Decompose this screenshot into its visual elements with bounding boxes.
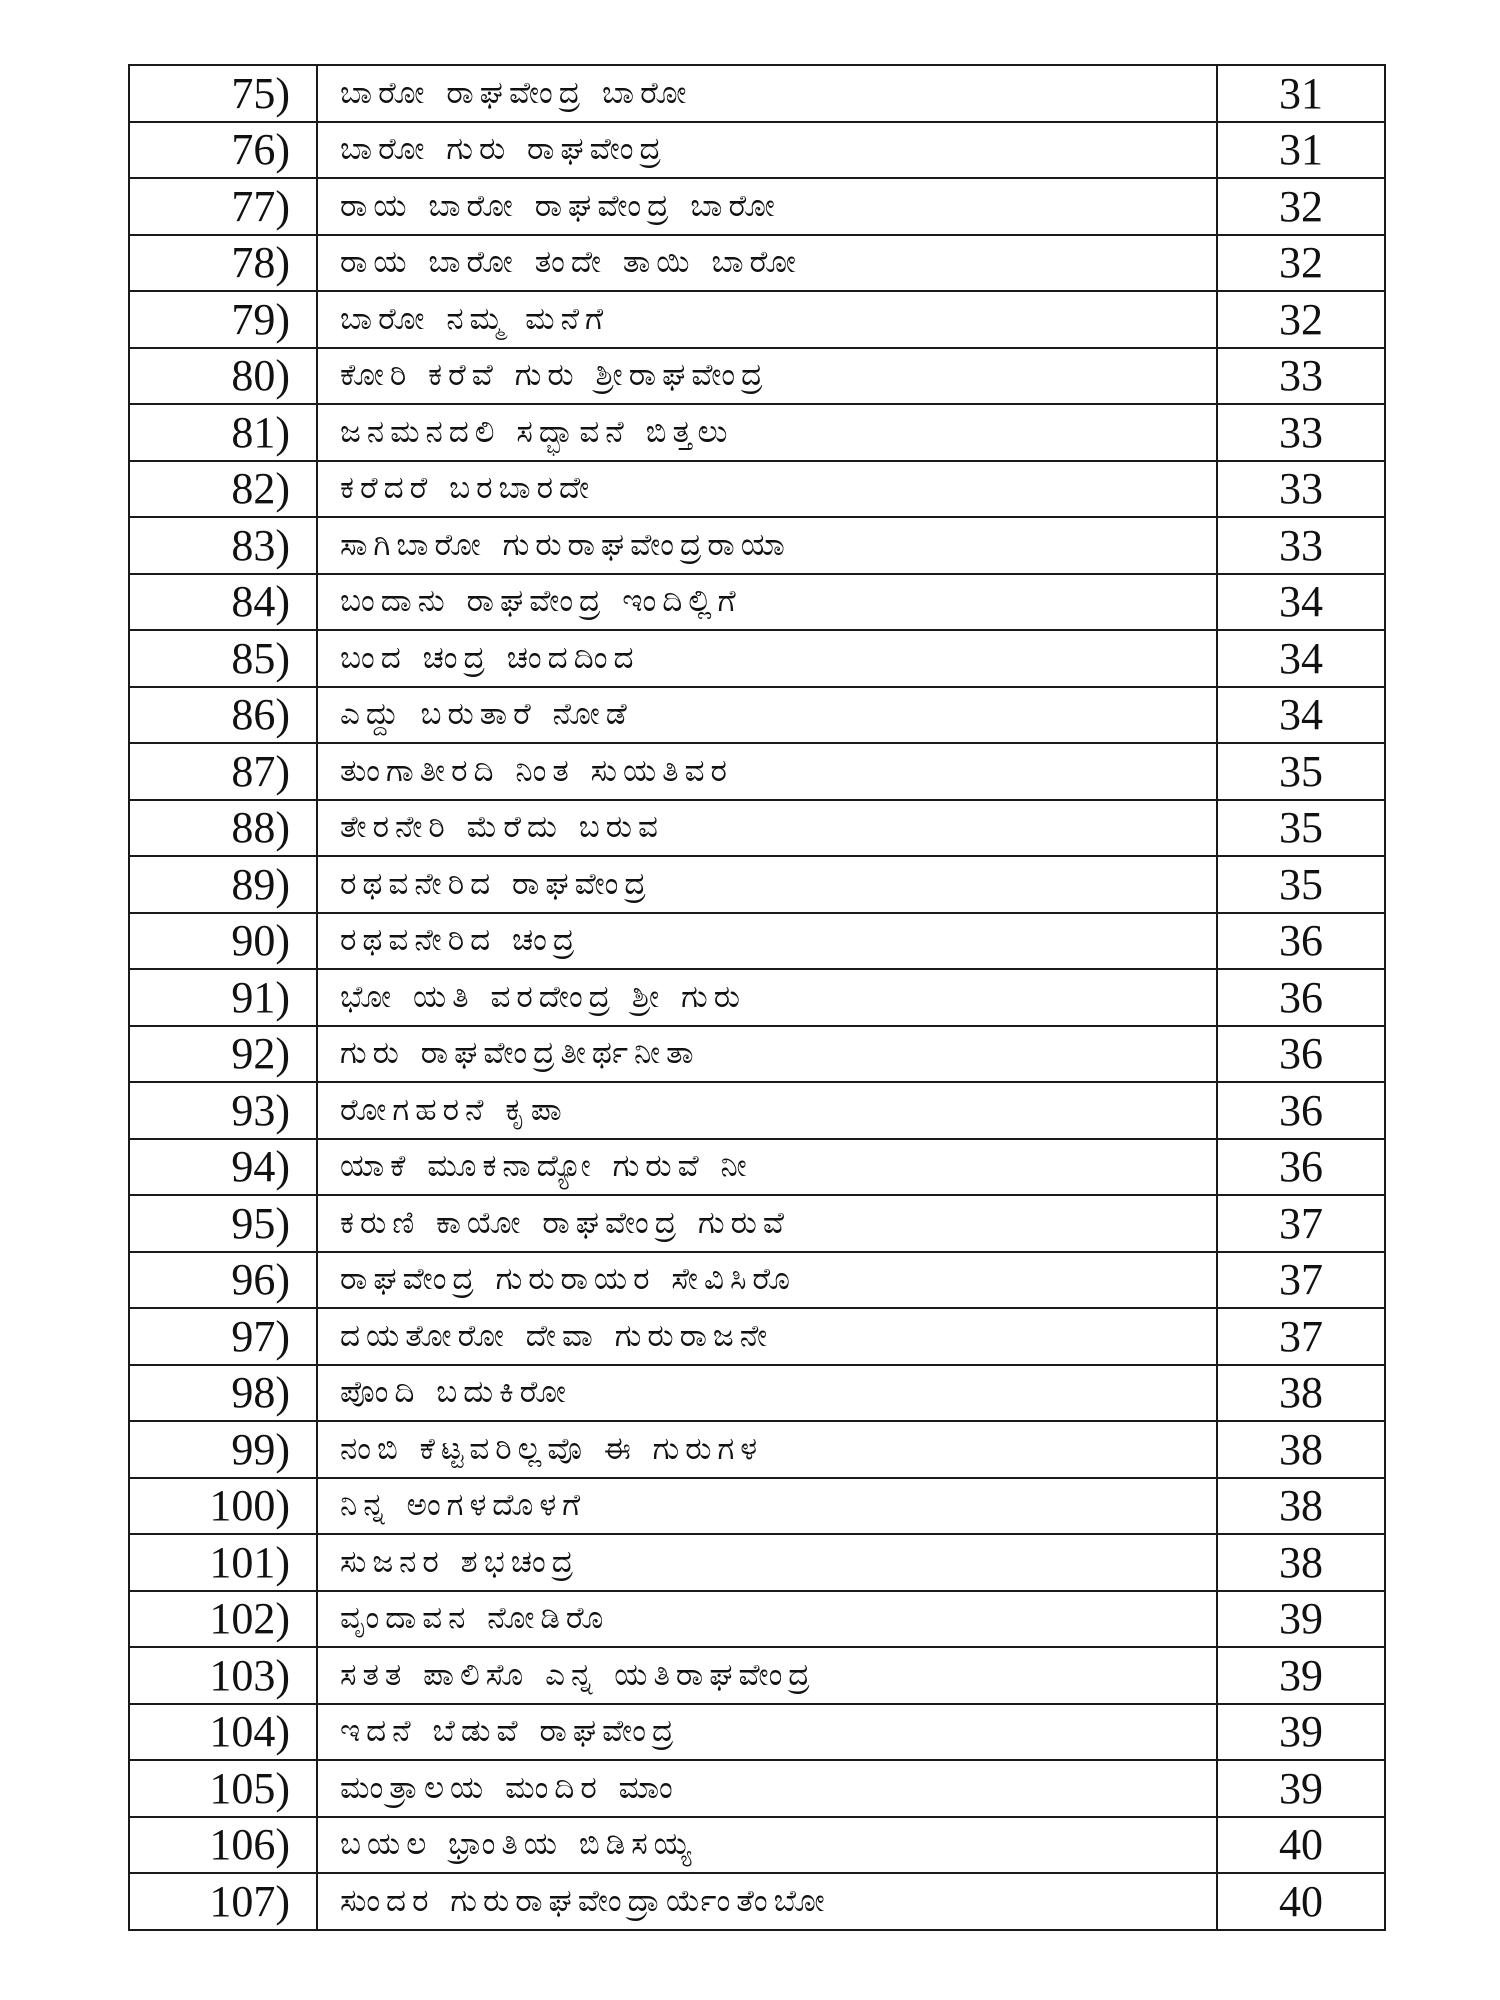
entry-number: 103) xyxy=(129,1647,317,1704)
entry-number: 77) xyxy=(129,178,317,235)
table-row xyxy=(129,461,1385,518)
entry-page-number: 36 xyxy=(1217,1139,1385,1196)
entry-number: 86) xyxy=(129,687,317,744)
table-row xyxy=(129,856,1385,913)
entry-number: 94) xyxy=(129,1139,317,1196)
table-row xyxy=(129,743,1385,800)
entry-number: 75) xyxy=(129,65,317,122)
table-row xyxy=(129,687,1385,744)
entry-page-number: 36 xyxy=(1217,969,1385,1026)
entry-page-number: 36 xyxy=(1217,1082,1385,1139)
table-row xyxy=(129,348,1385,405)
entry-page-number: 40 xyxy=(1217,1817,1385,1874)
entry-page-number: 33 xyxy=(1217,517,1385,574)
table-row xyxy=(129,235,1385,292)
entry-title: ಜನಮನದಲಿ ಸದ್ಭಾವನೆ ಬಿತ್ತಲು xyxy=(317,404,1217,461)
entry-number: 83) xyxy=(129,517,317,574)
table-row xyxy=(129,1817,1385,1874)
table-row xyxy=(129,1365,1385,1422)
entry-number: 101) xyxy=(129,1534,317,1591)
entry-number: 78) xyxy=(129,235,317,292)
entry-number: 85) xyxy=(129,630,317,687)
entry-title: ಕರೆದರೆ ಬರಬಾರದೇ xyxy=(317,461,1217,518)
entry-title: ಸುಂದರ ಗುರುರಾಘವೇಂದ್ರಾರ್ಯೆಂತೆಂಬೋ xyxy=(317,1873,1217,1930)
table-row xyxy=(129,1082,1385,1139)
table-row xyxy=(129,1647,1385,1704)
entry-page-number: 34 xyxy=(1217,687,1385,744)
table-row xyxy=(129,913,1385,970)
entry-page-number: 35 xyxy=(1217,800,1385,857)
entry-number: 100) xyxy=(129,1478,317,1535)
entry-title: ವೃಂದಾವನ ನೋಡಿರೊ xyxy=(317,1591,1217,1648)
entry-title: ಭೋ ಯತಿ ವರದೇಂದ್ರ ಶ್ರೀ ಗುರು xyxy=(317,969,1217,1026)
entry-title: ರಾಘವೇಂದ್ರ ಗುರುರಾಯರ ಸೇವಿಸಿರೊ xyxy=(317,1252,1217,1309)
entry-page-number: 35 xyxy=(1217,743,1385,800)
table-row xyxy=(129,1760,1385,1817)
entry-title: ಗುರು ರಾಘವೇಂದ್ರತೀರ್ಥನೀತಾ xyxy=(317,1026,1217,1083)
entry-title: ಎದ್ದು ಬರುತಾರೆ ನೋಡೆ xyxy=(317,687,1217,744)
entry-page-number: 35 xyxy=(1217,856,1385,913)
entry-page-number: 38 xyxy=(1217,1421,1385,1478)
entry-number: 99) xyxy=(129,1421,317,1478)
table-row xyxy=(129,1195,1385,1252)
entry-page-number: 37 xyxy=(1217,1252,1385,1309)
entry-title: ಯಾಕೆ ಮೂಕನಾದ್ಯೋ ಗುರುವೆ ನೀ xyxy=(317,1139,1217,1196)
table-row xyxy=(129,969,1385,1026)
entry-title: ಬಾರೋ ರಾಘವೇಂದ್ರ ಬಾರೋ xyxy=(317,65,1217,122)
entry-title: ಸತತ ಪಾಲಿಸೊ ಎನ್ನ ಯತಿರಾಘವೇಂದ್ರ xyxy=(317,1647,1217,1704)
entry-page-number: 39 xyxy=(1217,1704,1385,1761)
toc-body xyxy=(129,65,1385,1930)
table-row xyxy=(129,630,1385,687)
entry-page-number: 39 xyxy=(1217,1647,1385,1704)
table-row xyxy=(129,800,1385,857)
entry-page-number: 39 xyxy=(1217,1591,1385,1648)
table-row xyxy=(129,1308,1385,1365)
table-row xyxy=(129,1704,1385,1761)
table-row xyxy=(129,1534,1385,1591)
entry-title: ರಾಯ ಬಾರೋ ತಂದೇ ತಾಯಿ ಬಾರೋ xyxy=(317,235,1217,292)
entry-title: ಬಂದ ಚಂದ್ರ ಚಂದದಿಂದ xyxy=(317,630,1217,687)
entry-page-number: 39 xyxy=(1217,1760,1385,1817)
entry-page-number: 33 xyxy=(1217,461,1385,518)
entry-number: 88) xyxy=(129,800,317,857)
entry-page-number: 31 xyxy=(1217,122,1385,179)
entry-page-number: 32 xyxy=(1217,235,1385,292)
entry-title: ರಾಯ ಬಾರೋ ರಾಘವೇಂದ್ರ ಬಾರೋ xyxy=(317,178,1217,235)
entry-title: ದಯತೋರೋ ದೇವಾ ಗುರುರಾಜನೇ xyxy=(317,1308,1217,1365)
table-row xyxy=(129,1591,1385,1648)
entry-title: ಕರುಣಿ ಕಾಯೋ ರಾಘವೇಂದ್ರ ಗುರುವೆ xyxy=(317,1195,1217,1252)
table-row xyxy=(129,1873,1385,1930)
entry-page-number: 31 xyxy=(1217,65,1385,122)
table-row xyxy=(129,574,1385,631)
entry-number: 102) xyxy=(129,1591,317,1648)
entry-page-number: 37 xyxy=(1217,1308,1385,1365)
entry-page-number: 33 xyxy=(1217,404,1385,461)
entry-title: ನಂಬಿ ಕೆಟ್ಟವರಿಲ್ಲವೊ ಈ ಗುರುಗಳ xyxy=(317,1421,1217,1478)
table-row xyxy=(129,1252,1385,1309)
entry-title: ಇದನೆ ಬೆಡುವೆ ರಾಘವೇಂದ್ರ xyxy=(317,1704,1217,1761)
entry-number: 98) xyxy=(129,1365,317,1422)
table-row xyxy=(129,1139,1385,1196)
entry-number: 82) xyxy=(129,461,317,518)
entry-number: 105) xyxy=(129,1760,317,1817)
table-row xyxy=(129,517,1385,574)
table-row xyxy=(129,1478,1385,1535)
entry-number: 91) xyxy=(129,969,317,1026)
entry-number: 80) xyxy=(129,348,317,405)
entry-page-number: 38 xyxy=(1217,1534,1385,1591)
entry-page-number: 36 xyxy=(1217,1026,1385,1083)
entry-number: 96) xyxy=(129,1252,317,1309)
table-row xyxy=(129,291,1385,348)
entry-title: ಬಾರೋ ನಮ್ಮ ಮನೆಗೆ xyxy=(317,291,1217,348)
entry-title: ಮಂತ್ರಾಲಯ ಮಂದಿರ ಮಾಂ xyxy=(317,1760,1217,1817)
entry-number: 107) xyxy=(129,1873,317,1930)
entry-number: 93) xyxy=(129,1082,317,1139)
entry-title: ನಿನ್ನ ಅಂಗಳದೊಳಗೆ xyxy=(317,1478,1217,1535)
table-row xyxy=(129,65,1385,122)
entry-page-number: 33 xyxy=(1217,348,1385,405)
entry-number: 106) xyxy=(129,1817,317,1874)
entry-number: 79) xyxy=(129,291,317,348)
entry-number: 87) xyxy=(129,743,317,800)
entry-page-number: 38 xyxy=(1217,1365,1385,1422)
entry-title: ಬಂದಾನು ರಾಘವೇಂದ್ರ ಇಂದಿಲ್ಲಿಗೆ xyxy=(317,574,1217,631)
entry-title: ತೇರನೇರಿ ಮೆರೆದು ಬರುವ xyxy=(317,800,1217,857)
entry-title: ರಥವನೇರಿದ ಚಂದ್ರ xyxy=(317,913,1217,970)
table-of-contents xyxy=(128,64,1386,1931)
entry-page-number: 36 xyxy=(1217,913,1385,970)
entry-number: 84) xyxy=(129,574,317,631)
entry-title: ಸುಜನರ ಶಭಚಂದ್ರ xyxy=(317,1534,1217,1591)
entry-page-number: 37 xyxy=(1217,1195,1385,1252)
entry-page-number: 32 xyxy=(1217,178,1385,235)
entry-title: ಕೋರಿ ಕರೆವೆ ಗುರು ಶ್ರೀರಾಘವೇಂದ್ರ xyxy=(317,348,1217,405)
entry-number: 89) xyxy=(129,856,317,913)
entry-page-number: 38 xyxy=(1217,1478,1385,1535)
entry-number: 92) xyxy=(129,1026,317,1083)
entry-title: ರಥವನೇರಿದ ರಾಘವೇಂದ್ರ xyxy=(317,856,1217,913)
entry-title: ಬಾರೋ ಗುರು ರಾಘವೇಂದ್ರ xyxy=(317,122,1217,179)
entry-title: ತುಂಗಾತೀರದಿ ನಿಂತ ಸುಯತಿವರ xyxy=(317,743,1217,800)
entry-number: 95) xyxy=(129,1195,317,1252)
entry-page-number: 34 xyxy=(1217,630,1385,687)
entry-title: ಸಾಗಿಬಾರೋ ಗುರುರಾಘವೇಂದ್ರರಾಯಾ xyxy=(317,517,1217,574)
table-row xyxy=(129,122,1385,179)
entry-number: 76) xyxy=(129,122,317,179)
entry-number: 97) xyxy=(129,1308,317,1365)
entry-number: 90) xyxy=(129,913,317,970)
table-row xyxy=(129,1421,1385,1478)
entry-title: ಬಯಲ ಭ್ರಾಂತಿಯ ಬಿಡಿಸಯ್ಯ xyxy=(317,1817,1217,1874)
entry-number: 81) xyxy=(129,404,317,461)
entry-page-number: 34 xyxy=(1217,574,1385,631)
table-row xyxy=(129,404,1385,461)
entry-page-number: 32 xyxy=(1217,291,1385,348)
entry-title: ರೋಗಹರನೆ ಕೃಪಾ xyxy=(317,1082,1217,1139)
table-row xyxy=(129,1026,1385,1083)
entry-page-number: 40 xyxy=(1217,1873,1385,1930)
entry-number: 104) xyxy=(129,1704,317,1761)
table-row xyxy=(129,178,1385,235)
entry-title: ಪೊಂದಿ ಬದುಕಿರೋ xyxy=(317,1365,1217,1422)
